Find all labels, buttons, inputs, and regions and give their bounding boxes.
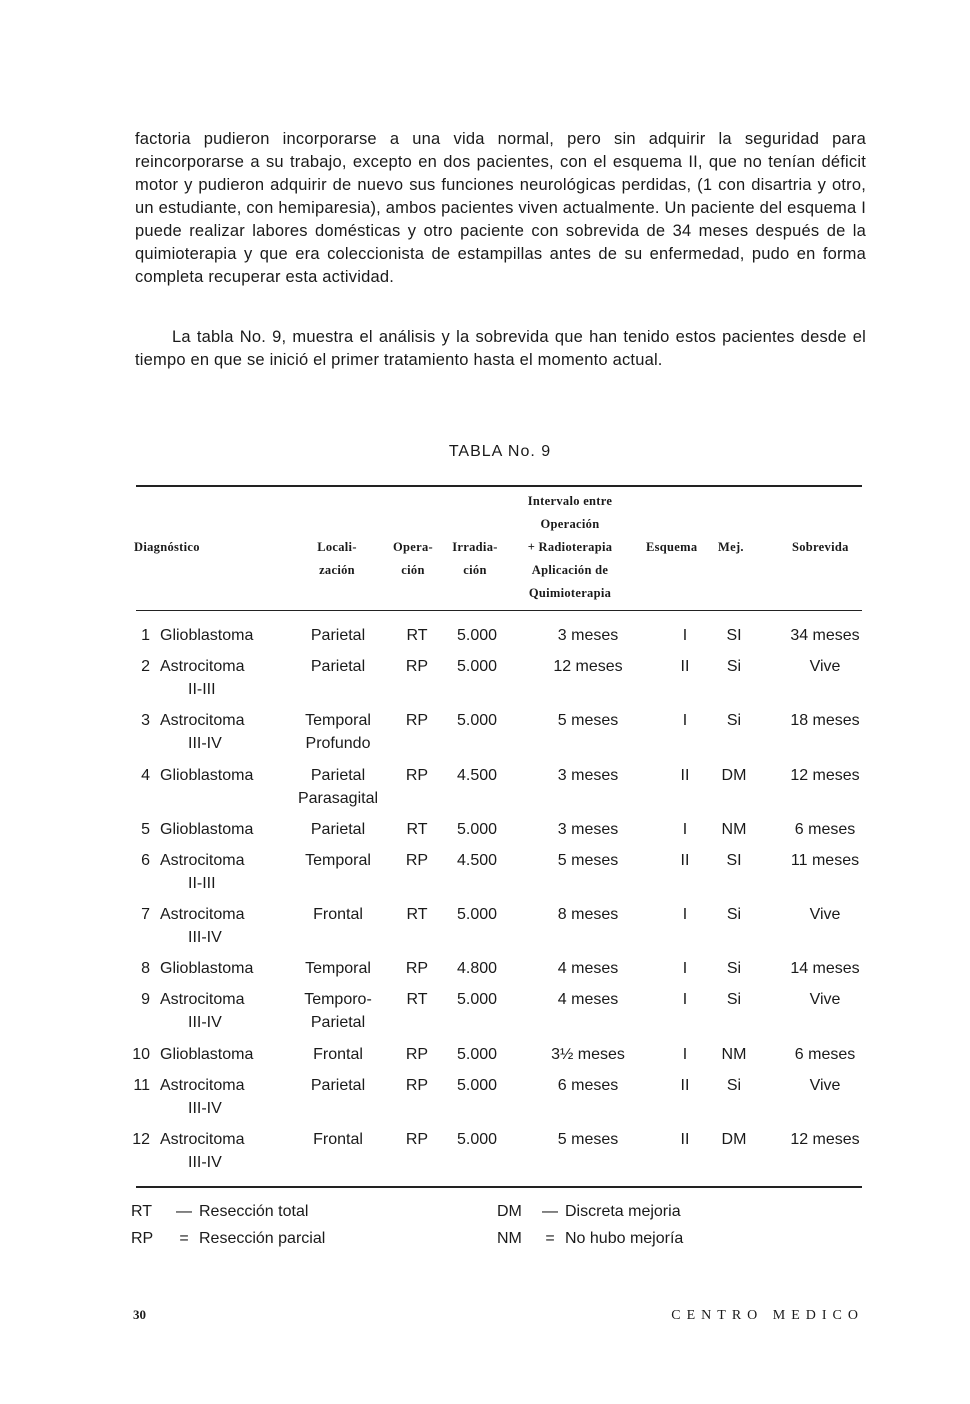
- row-location-line1: Parietal: [310, 767, 366, 784]
- header-operacion: [388, 536, 438, 582]
- row-interval: 5 meses: [557, 1131, 619, 1148]
- table-row: [0, 1074, 970, 1124]
- row-scheme: I: [682, 991, 688, 1008]
- row-improvement: Si: [726, 960, 742, 977]
- row-interval: 4 meses: [557, 960, 619, 977]
- row-number: 6: [141, 852, 150, 869]
- legend-separator: =: [545, 1230, 555, 1247]
- row-number: 9: [141, 991, 150, 1008]
- row-operation: RP: [405, 712, 429, 729]
- row-improvement: SI: [726, 627, 742, 644]
- row-location-line1: Frontal: [313, 1131, 363, 1148]
- row-location: [286, 957, 390, 980]
- row-diagnosis-line1: Glioblastoma: [160, 767, 254, 784]
- table-title: TABLA No. 9: [448, 443, 552, 460]
- row-location: [286, 849, 390, 872]
- row-irradiation: 5.000: [456, 906, 498, 923]
- row-diagnosis: [160, 624, 285, 647]
- header-localizacion: [306, 536, 368, 582]
- row-irradiation: 5.000: [456, 991, 498, 1008]
- legend-separator: —: [176, 1203, 192, 1220]
- row-location-line1: Parietal: [310, 821, 366, 838]
- row-survival: 11 meses: [790, 852, 860, 869]
- row-diagnosis-line1: Astrocitoma: [160, 991, 245, 1008]
- row-diagnosis-line2: III-IV: [188, 735, 222, 752]
- row-number: 10: [132, 1046, 150, 1063]
- header-operacion-line2: ción: [401, 563, 425, 577]
- row-diagnosis-line2: III-IV: [188, 1014, 222, 1031]
- row-scheme: II: [680, 852, 690, 869]
- row-location-line1: Parietal: [310, 658, 366, 675]
- header-diagnostico-text: Diagnóstico: [134, 540, 200, 554]
- row-operation: RT: [406, 627, 428, 644]
- header-irradiacion-line1: Irradia-: [452, 540, 498, 554]
- row-survival: 6 meses: [794, 821, 856, 838]
- header-intervalo-line5: Quimioterapia: [528, 586, 612, 600]
- row-irradiation: 4.800: [456, 960, 498, 977]
- row-operation: RP: [405, 960, 429, 977]
- row-location: [286, 1074, 390, 1097]
- row-number: 8: [141, 960, 150, 977]
- row-interval: 3 meses: [557, 627, 619, 644]
- row-survival: Vive: [809, 906, 841, 923]
- row-diagnosis-line2: III-IV: [188, 1100, 222, 1117]
- row-location: [286, 709, 390, 755]
- header-intervalo-line4: Aplicación de: [531, 563, 609, 577]
- row-scheme: II: [680, 658, 690, 675]
- row-number: 5: [141, 821, 150, 838]
- header-mejoria: [718, 536, 744, 559]
- row-scheme: II: [680, 767, 690, 784]
- row-survival: 12 meses: [790, 1131, 860, 1148]
- row-survival: 18 meses: [790, 712, 860, 729]
- page-number: 30: [133, 1307, 146, 1322]
- header-esquema: [646, 536, 697, 559]
- row-location: [286, 764, 390, 810]
- row-location: [286, 655, 390, 678]
- row-diagnosis-line1: Astrocitoma: [160, 852, 245, 869]
- header-sobrevida-text: Sobrevida: [792, 540, 849, 554]
- row-irradiation: 5.000: [456, 658, 498, 675]
- row-interval: 8 meses: [557, 906, 619, 923]
- table-row: [0, 764, 970, 814]
- row-diagnosis-line1: Astrocitoma: [160, 906, 245, 923]
- table-row: [0, 655, 970, 705]
- row-diagnosis: [160, 849, 285, 895]
- row-survival: 34 meses: [790, 627, 860, 644]
- row-operation: RP: [405, 658, 429, 675]
- row-diagnosis-line2: III-IV: [188, 1154, 222, 1171]
- header-intervalo-line2: Operación: [540, 517, 600, 531]
- table-row: [0, 1128, 970, 1178]
- row-irradiation: 5.000: [456, 627, 498, 644]
- row-irradiation: 5.000: [456, 1077, 498, 1094]
- row-improvement: Si: [726, 658, 742, 675]
- row-operation: RP: [405, 1131, 429, 1148]
- row-survival: 12 meses: [790, 767, 860, 784]
- row-survival: 14 meses: [790, 960, 860, 977]
- row-number: 1: [141, 627, 150, 644]
- row-location-line1: Frontal: [313, 906, 363, 923]
- row-diagnosis: [160, 818, 285, 841]
- legend-text: No hubo mejoría: [565, 1230, 684, 1247]
- row-irradiation: 5.000: [456, 1046, 498, 1063]
- header-sobrevida: [792, 536, 849, 559]
- legend-item: [131, 1198, 308, 1225]
- body-paragraph-2: La tabla No. 9, muestra el análisis y la sobrevida que han tenido estos pacientes desde el tiempo en que se inició el primer tratamiento hasta el momento actual.: [135, 328, 866, 369]
- row-location-line1: Temporal: [305, 960, 371, 977]
- row-improvement: NM: [721, 821, 747, 838]
- row-operation: RP: [405, 1077, 429, 1094]
- row-diagnosis-line1: Glioblastoma: [160, 1046, 254, 1063]
- row-location: [286, 818, 390, 841]
- row-number: 4: [141, 767, 150, 784]
- row-number: 2: [141, 658, 150, 675]
- row-diagnosis-line2: II-III: [188, 875, 216, 892]
- row-diagnosis: [160, 903, 285, 949]
- table-top-rule: [136, 485, 862, 487]
- row-scheme: I: [682, 821, 688, 838]
- row-location-line1: Parietal: [310, 1077, 366, 1094]
- row-location-line1: Parietal: [310, 627, 366, 644]
- row-diagnosis: [160, 988, 285, 1034]
- row-improvement: Si: [726, 991, 742, 1008]
- row-scheme: I: [682, 906, 688, 923]
- row-improvement: SI: [726, 852, 742, 869]
- row-interval: 12 meses: [553, 658, 623, 675]
- row-location-line1: Temporo-: [304, 991, 372, 1008]
- row-improvement: Si: [726, 906, 742, 923]
- row-operation: RP: [405, 767, 429, 784]
- header-operacion-line1: Opera-: [393, 540, 433, 554]
- row-diagnosis: [160, 655, 285, 701]
- legend-separator: —: [542, 1203, 558, 1220]
- row-irradiation: 5.000: [456, 821, 498, 838]
- row-interval: 3½ meses: [551, 1046, 625, 1063]
- row-location-line1: Temporal: [305, 712, 371, 729]
- row-diagnosis-line1: Astrocitoma: [160, 658, 245, 675]
- row-diagnosis: [160, 709, 285, 755]
- row-survival: Vive: [809, 991, 841, 1008]
- header-localizacion-line1: Locali-: [317, 540, 357, 554]
- legend-abbr: RP: [131, 1230, 154, 1247]
- row-operation: RP: [405, 852, 429, 869]
- row-irradiation: 4.500: [456, 852, 498, 869]
- table-row: [0, 709, 970, 759]
- body-paragraph-1: factoria pudieron incorporarse a una vida normal, pero sin adquirir la seguridad para reincorporarse a su trabajo, excepto en dos pacientes, con el esquema II, que no tenían déficit motor y pudieron adquirir de nuevo sus funciones neurológicas perdidas, (1 con disartria y otro, un estudiante, con hemiparesia), ambos pacientes viven actualmente. Un paciente del esquema I puede realizar labores domésticas y otro paciente con sobrevida de 34 meses después de la quimioterapia y que era coleccionista de estampillas antes de su enfermedad, pudo en forma completa recuperar esta actividad.: [135, 130, 866, 286]
- row-number: 7: [141, 906, 150, 923]
- row-diagnosis-line1: Glioblastoma: [160, 960, 254, 977]
- row-improvement: DM: [721, 767, 747, 784]
- row-number: 12: [132, 1131, 150, 1148]
- row-diagnosis-line1: Astrocitoma: [160, 1077, 245, 1094]
- row-interval: 3 meses: [557, 821, 619, 838]
- legend-text: Resección parcial: [199, 1230, 326, 1247]
- table-row: [0, 988, 970, 1038]
- row-scheme: I: [682, 1046, 688, 1063]
- header-localizacion-line2: zación: [319, 563, 355, 577]
- row-diagnosis: [160, 1043, 285, 1066]
- row-improvement: Si: [726, 1077, 742, 1094]
- row-diagnosis: [160, 1074, 285, 1120]
- row-number: 3: [141, 712, 150, 729]
- header-intervalo: [505, 490, 635, 605]
- row-scheme: I: [682, 627, 688, 644]
- row-diagnosis-line1: Astrocitoma: [160, 712, 245, 729]
- row-interval: 5 meses: [557, 852, 619, 869]
- legend-item: [497, 1198, 681, 1225]
- row-diagnosis: [160, 957, 285, 980]
- header-mejoria-text: Mej.: [718, 540, 744, 554]
- row-interval: 6 meses: [557, 1077, 619, 1094]
- row-location: [286, 1043, 390, 1066]
- row-location-line2: Profundo: [305, 735, 371, 752]
- journal-name: CENTRO MEDICO: [671, 1308, 864, 1323]
- row-operation: RT: [406, 906, 428, 923]
- header-esquema-text: Esquema: [646, 540, 698, 554]
- row-operation: RT: [406, 821, 428, 838]
- table-header-rule: [136, 610, 862, 611]
- row-irradiation: 4.500: [456, 767, 498, 784]
- legend-abbr: NM: [497, 1230, 522, 1247]
- header-diagnostico: [134, 536, 200, 559]
- row-location: [286, 624, 390, 647]
- row-diagnosis-line2: III-IV: [188, 929, 222, 946]
- table-row: [0, 903, 970, 953]
- legend-item: [131, 1225, 325, 1252]
- row-operation: RT: [406, 991, 428, 1008]
- row-diagnosis: [160, 764, 285, 787]
- row-location: [286, 988, 390, 1034]
- legend-text: Discreta mejoria: [565, 1203, 681, 1220]
- row-interval: 4 meses: [557, 991, 619, 1008]
- row-diagnosis-line1: Glioblastoma: [160, 821, 254, 838]
- row-improvement: DM: [721, 1131, 747, 1148]
- row-operation: RP: [405, 1046, 429, 1063]
- header-intervalo-line3: + Radioterapia: [527, 540, 613, 554]
- legend-abbr: RT: [131, 1203, 153, 1220]
- row-location-line1: Temporal: [305, 852, 371, 869]
- row-diagnosis-line1: Astrocitoma: [160, 1131, 245, 1148]
- legend-item: [497, 1225, 683, 1252]
- row-diagnosis-line1: Glioblastoma: [160, 627, 254, 644]
- row-survival: Vive: [809, 1077, 841, 1094]
- row-scheme: I: [682, 712, 688, 729]
- row-survival: Vive: [809, 658, 841, 675]
- row-location-line2: Parietal: [310, 1014, 366, 1031]
- row-improvement: Si: [726, 712, 742, 729]
- row-scheme: II: [680, 1131, 690, 1148]
- row-interval: 3 meses: [557, 767, 619, 784]
- row-survival: 6 meses: [794, 1046, 856, 1063]
- legend-text: Resección total: [199, 1203, 309, 1220]
- header-irradiacion: [444, 536, 506, 582]
- row-irradiation: 5.000: [456, 1131, 498, 1148]
- legend-separator: =: [179, 1230, 189, 1247]
- table-row: [0, 849, 970, 899]
- row-location: [286, 1128, 390, 1151]
- row-improvement: NM: [721, 1046, 747, 1063]
- header-irradiacion-line2: ción: [463, 563, 487, 577]
- row-location-line2: Parasagital: [297, 790, 379, 807]
- row-number: 11: [133, 1077, 150, 1094]
- header-intervalo-line1: Intervalo entre: [527, 494, 613, 508]
- table-bottom-rule: [136, 1186, 862, 1188]
- row-location: [286, 903, 390, 926]
- row-irradiation: 5.000: [456, 712, 498, 729]
- row-location-line1: Frontal: [313, 1046, 363, 1063]
- row-interval: 5 meses: [557, 712, 619, 729]
- row-diagnosis: [160, 1128, 285, 1174]
- row-scheme: I: [682, 960, 688, 977]
- row-scheme: II: [680, 1077, 690, 1094]
- legend-abbr: DM: [497, 1203, 522, 1220]
- row-diagnosis-line2: II-III: [188, 681, 216, 698]
